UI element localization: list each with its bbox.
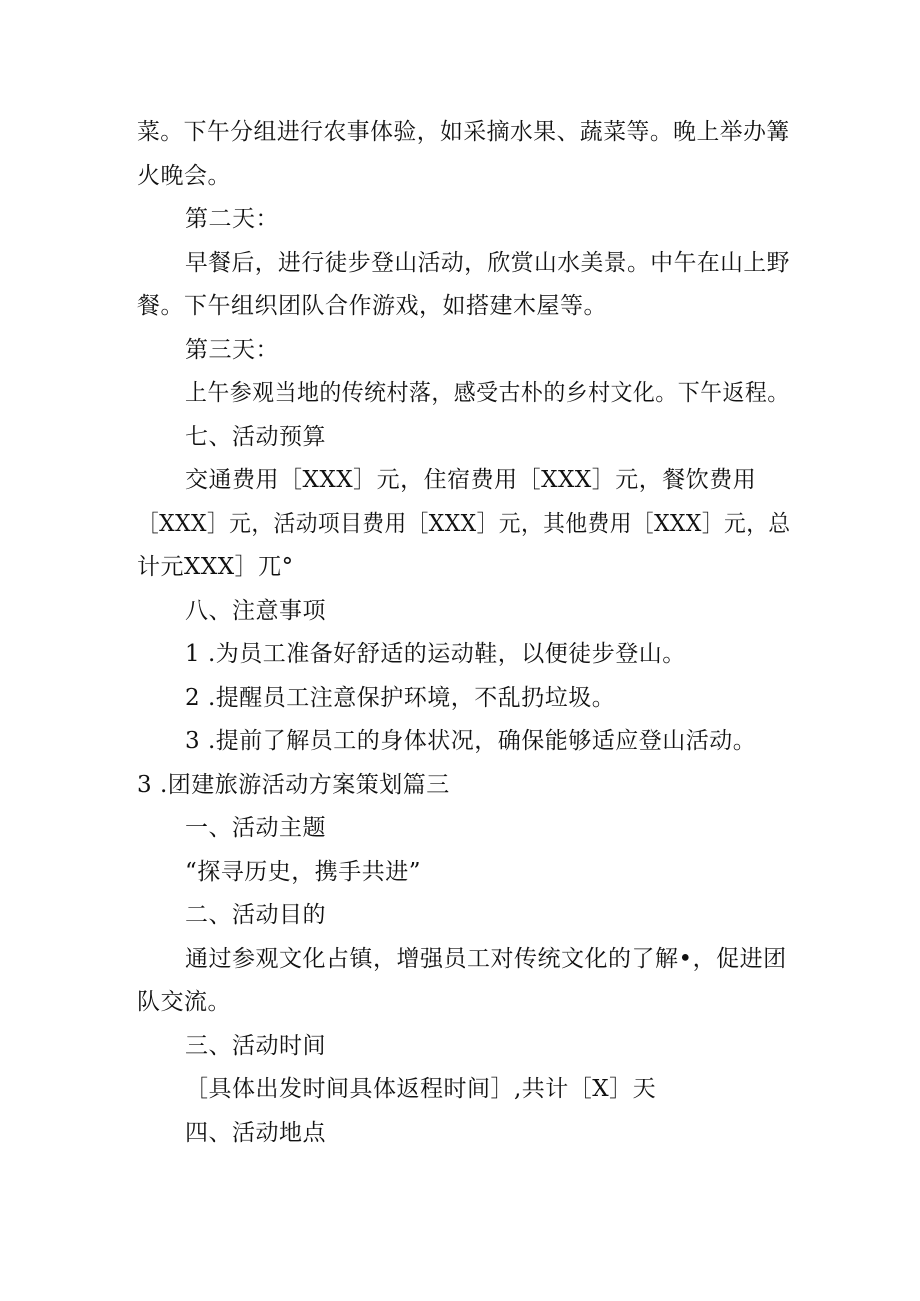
paragraph-line: 计元XXX］兀° <box>137 554 294 580</box>
paragraph-line: 早餐后，进行徒步登山活动，欣赏山水美景。中午在山上野 <box>185 250 790 276</box>
section-heading: 四、活动地点 <box>185 1120 326 1146</box>
theme-quote: “探寻历史，携手共进” <box>185 859 422 885</box>
paragraph-line: 火晚会。 <box>137 163 231 189</box>
list-item: 1 .为员工准备好舒适的运动鞋，以便徒步登山。 <box>185 641 686 667</box>
paragraph-line: 餐。下午组织团队合作游戏，如搭建木屋等。 <box>137 293 607 319</box>
section-label: 第二天： <box>185 206 279 232</box>
paragraph-line: 菜。下午分组进行农事体验，如采摘水果、蔬菜等。晚上举办篝 <box>137 119 790 145</box>
paragraph-line: ［具体出发时间具体返程时间］,共计［X］天 <box>185 1076 657 1102</box>
paragraph-line: ［XXX］元，活动项目费用［XXX］元，其他费用［XXX］元，总 <box>137 511 791 537</box>
list-item: 3 .提前了解员工的身体状况，确保能够适应登山活动。 <box>185 728 757 754</box>
list-item: 2 .提醒员工注意保护环境，不乱扔垃圾。 <box>185 685 616 711</box>
paragraph-line: 队交流。 <box>137 989 231 1015</box>
section-label: 第三天： <box>185 337 279 363</box>
paragraph-line: 交通费用［XXX］元，住宿费用［XXX］元，餐饮费用 <box>185 467 757 493</box>
paragraph-line: 通过参观文化占镇，增强员工对传统文化的了解•，促进团 <box>185 946 787 972</box>
section-heading: 三、活动时间 <box>185 1033 326 1059</box>
section-heading: 七、活动预算 <box>185 424 326 450</box>
paragraph-line: 上午参观当地的传统村落，感受古朴的乡村文化。下午返程。 <box>185 380 790 406</box>
section-heading: 八、注意事项 <box>185 598 326 624</box>
section-heading: 二、活动目的 <box>185 902 326 928</box>
section-heading: 一、活动主题 <box>185 815 326 841</box>
chapter-heading: 3 .团建旅游活动方案策划篇三 <box>137 772 450 798</box>
